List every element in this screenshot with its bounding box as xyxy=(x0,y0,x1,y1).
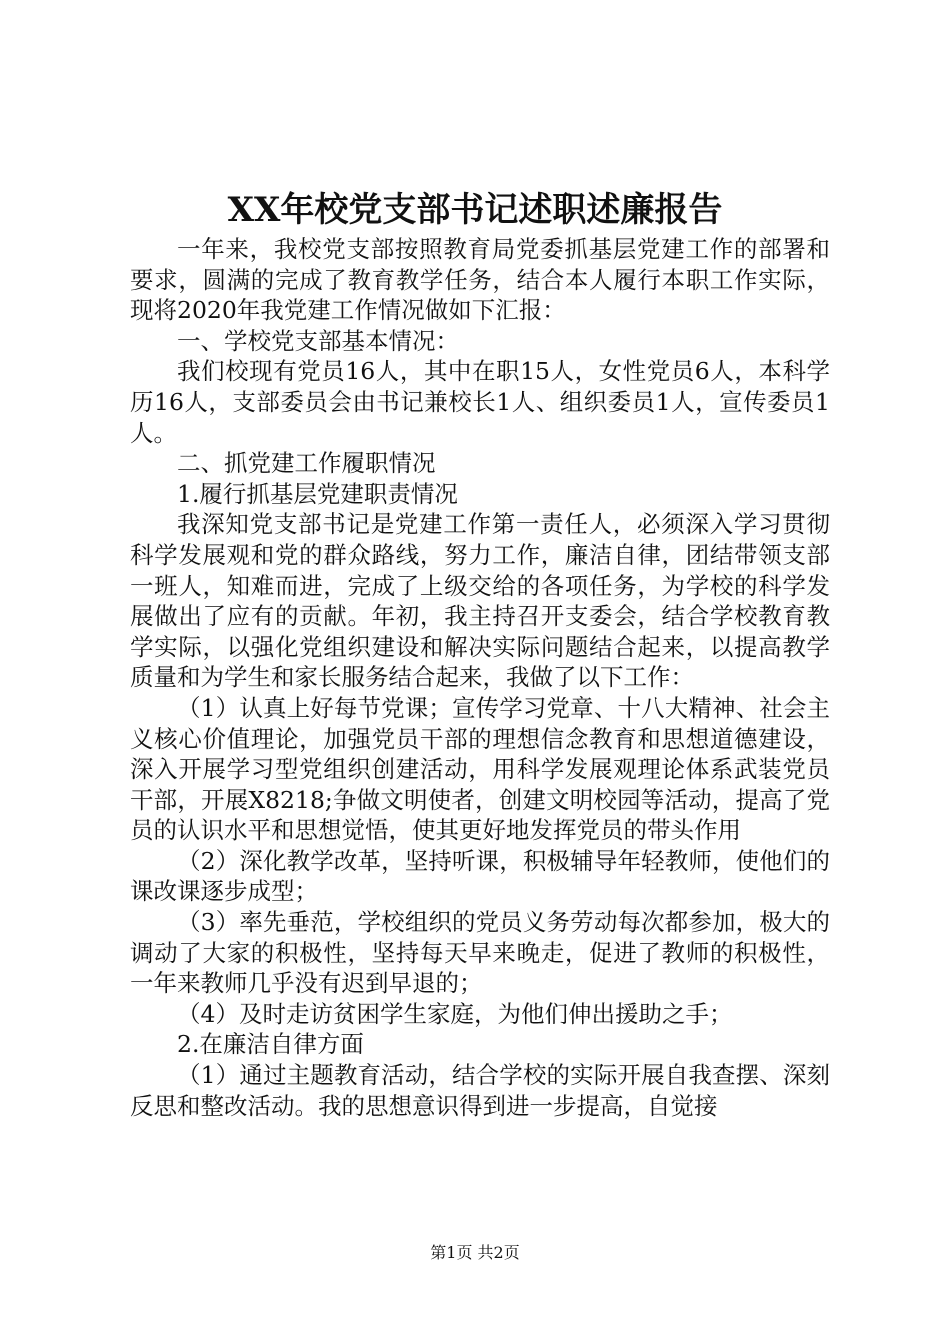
document-body xyxy=(130,234,830,1121)
paragraph-basic-info: 我们校现有党员16人，其中在职15人，女性党员6人，本科学历16人，支部委员会由书记兼校长1人、组织委员1人，宣传委员1人。 xyxy=(130,357,830,447)
section-heading-1: 一、学校党支部基本情况： xyxy=(177,326,459,355)
list-item-4: （4）及时走访贫困学生家庭，为他们伸出援助之手； xyxy=(177,999,733,1028)
list-item-3: （3）率先垂范，学校组织的党员义务劳动每次都参加，极大的调动了大家的积极性，坚持每天早来晚走，促进了教师的积极性，一年来教师几乎没有迟到早退的； xyxy=(130,908,830,998)
paragraph-duty: 我深知党支部书记是党建工作第一责任人，必须深入学习贯彻科学发展观和党的群众路线，努力工作，廉洁自律，团结带领支部一班人，知难而进，完成了上级交给的各项任务，为学校的科学发展做出了应有的贡献。年初，我主持召开支委会，结合学校教育教学实际，以强化党组织建设和解决实际问题结合起来，以提高教学质量和为学生和家长服务结合起来，我做了以下工作： xyxy=(130,510,830,692)
subsection-heading-1: 1.履行抓基层党建职责情况 xyxy=(177,479,458,508)
list-item-1: （1）认真上好每节党课；宣传学习党章、十八大精神、社会主义核心价值理论，加强党员干部的理想信念教育和思想道德建设，深入开展学习型党组织创建活动，用科学发展观理论体系武装党员干部，开展X8218;争做文明使者，创建文明校园等活动，提高了党员的认识水平和思想觉悟，使其更好地发挥党员的带头作用 xyxy=(130,693,830,845)
document-title: XX年校党支部书记述职述廉报告 xyxy=(227,190,723,230)
paragraph-intro: 一年来，我校党支部按照教育局党委抓基层党建工作的部署和要求，圆满的完成了教育教学任务，结合本人履行本职工作实际，现将2020年我党建工作情况做如下汇报： xyxy=(130,235,830,325)
list-item-2: （2）深化教学改革，坚持听课，积极辅导年轻教师，使他们的课改课逐步成型； xyxy=(130,846,830,906)
list-item-5: （1）通过主题教育活动，结合学校的实际开展自我查摆、深刻反思和整改活动。我的思想意识得到进一步提高，自觉接 xyxy=(130,1061,830,1120)
subsection-heading-2: 2.在廉洁自律方面 xyxy=(177,1030,364,1059)
section-heading-2: 二、抓党建工作履职情况 xyxy=(177,449,436,478)
page-footer: 第1页 共2页 xyxy=(430,1243,520,1262)
